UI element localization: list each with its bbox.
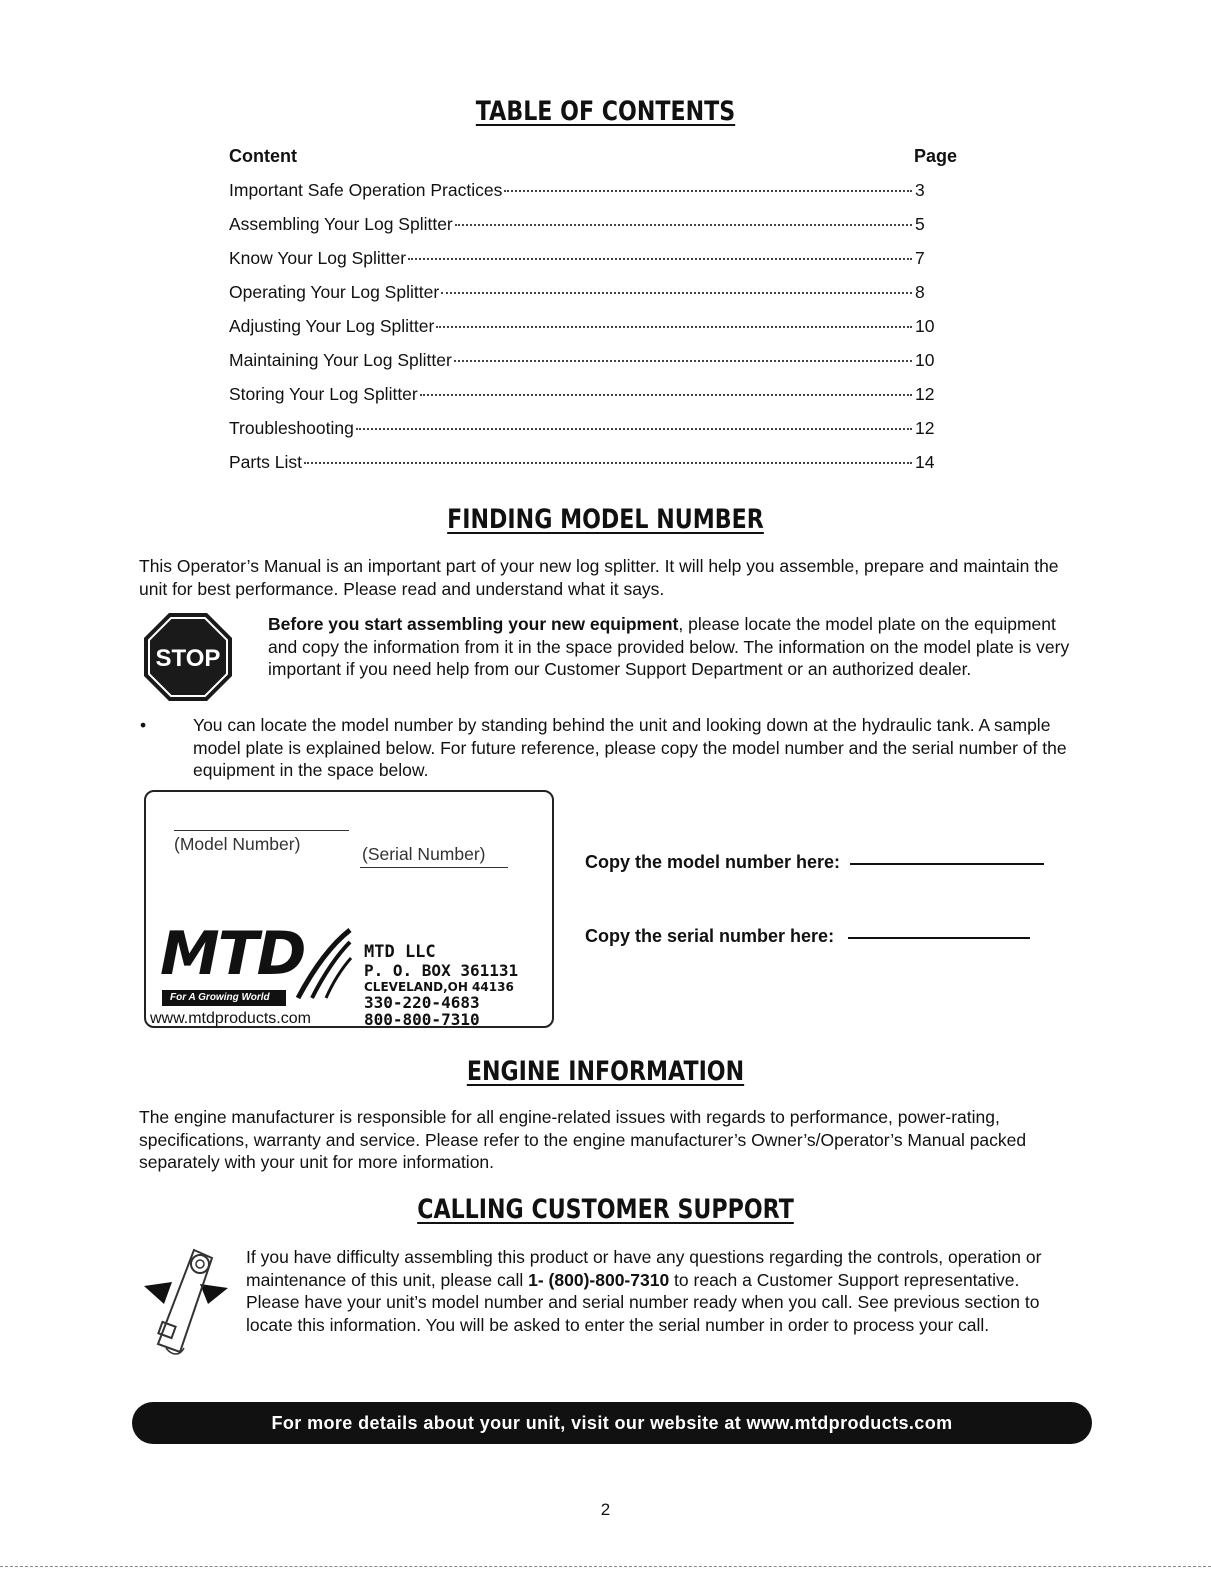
toc-leader-dots: [504, 190, 912, 192]
toc-entry-label: Parts List: [229, 452, 302, 472]
telephone-handset-icon: [138, 1244, 234, 1360]
toc-entry: [229, 350, 937, 374]
model-plate: [144, 790, 554, 1028]
toc-entry-page: 12: [915, 384, 935, 404]
copy-model-label: Copy the model number here:: [585, 852, 841, 872]
toc-entry-label: Adjusting Your Log Splitter: [229, 316, 435, 336]
toc-entry-page: 3: [915, 180, 925, 200]
bottom-edge-rule: [0, 1566, 1211, 1567]
stop-notice: [268, 613, 1074, 681]
toc-entry-page: 7: [915, 248, 925, 268]
toc-entry: [229, 180, 937, 204]
serial-number-rule: [360, 867, 508, 868]
mtd-logo: MTD: [160, 919, 305, 989]
plate-city: CLEVELAND,OH 44136: [364, 980, 514, 994]
toc-entry-label: Know Your Log Splitter: [229, 248, 407, 268]
engine-text: The engine manufacturer is responsible for all engine-related issues with regards to performance, power-rating, specifications, warranty and service. Please refer to the engine manufacturer’s Owner’s/Operator’s Manual packed separately with your unit for more information.: [139, 1107, 1027, 1172]
toc-entry-page: 10: [915, 350, 935, 370]
toc-entry-page: 5: [915, 214, 925, 234]
toc-entry-label: Assembling Your Log Splitter: [229, 214, 453, 234]
toc-entry-label: Operating Your Log Splitter: [229, 282, 440, 302]
toc-entry-page: 14: [915, 452, 935, 472]
toc-leader-dots: [420, 394, 912, 396]
toc-entry: [229, 452, 937, 476]
model-section-title: FINDING MODEL NUMBER: [447, 504, 764, 535]
toc-entry: [229, 282, 937, 306]
toc-page-header: Page: [914, 146, 958, 166]
toc-leader-dots: [356, 428, 912, 430]
toc-entry-page: 8: [915, 282, 925, 302]
toc-leader-dots: [441, 292, 912, 294]
engine-section-title: ENGINE INFORMATION: [466, 1056, 745, 1087]
toc-entry-page: 12: [915, 418, 935, 438]
toc-entry: [229, 418, 937, 442]
stop-sign-icon: [142, 611, 234, 703]
toc-entry: [229, 248, 937, 272]
copy-serial-line: [585, 926, 1030, 947]
support-text-before: If you have difficulty assembling this product or have any questions regarding the controls, operation or maintenance of this unit, please call: [246, 1247, 1042, 1290]
bullet-marker: •: [140, 715, 147, 735]
toc-entry: [229, 316, 937, 340]
website-banner: For more details about your unit, visit our website at www.mtdproducts.com: [132, 1402, 1092, 1444]
toc-entry-page: 10: [915, 316, 935, 336]
model-intro: This Operator’s Manual is an important part of your new log splitter. It will help you assemble, prepare and maintain the unit for best performance. Please read and understand what it says.: [139, 556, 1059, 599]
logo-swoosh-icon: [294, 928, 352, 1000]
model-number-rule: [174, 830, 349, 831]
copy-serial-label: Copy the serial number here:: [585, 926, 835, 946]
copy-model-line: [585, 852, 1044, 873]
toc-entry-label: Storing Your Log Splitter: [229, 384, 418, 404]
toc-title: TABLE OF CONTENTS: [475, 96, 736, 127]
toc-leader-dots: [408, 258, 912, 260]
copy-serial-field[interactable]: [848, 937, 1030, 939]
plate-model-label: (Model Number): [174, 834, 301, 854]
toc-entry-label: Troubleshooting: [229, 418, 354, 438]
copy-model-field[interactable]: [850, 863, 1044, 865]
support-text-after: to reach a Customer Support representative. Please have your unit’s model number and serial number ready when you call. See previous section to locate this information. You will be asked to enter the serial number in order to process your call.: [246, 1269, 1040, 1335]
stop-sign-text: STOP: [155, 645, 221, 672]
toc-leader-dots: [436, 326, 912, 328]
toc-content-header: Content: [229, 146, 297, 166]
toc-leader-dots: [454, 360, 912, 362]
bullet-text: You can locate the model number by standing behind the unit and looking down at the hydraulic tank. A sample model plate is explained below. For future reference, please copy the model number and the serial number of the equipment in the space below.: [193, 715, 1067, 780]
stop-notice-text: , please locate the model plate on the equipment and copy the information from it in the space provided below. The information on the model plate is very important if you need help from our Customer Support Department or an authorized dealer.: [268, 614, 1070, 679]
toc-entry-label: Maintaining Your Log Splitter: [229, 350, 452, 370]
support-text: [246, 1246, 1076, 1336]
plate-phone-2: 800-800-7310: [364, 1010, 480, 1028]
stop-notice-bold: Before you start assembling your new equipment: [268, 614, 679, 634]
toc-leader-dots: [455, 224, 912, 226]
support-phone: 1- (800)-800-7310: [528, 1269, 670, 1290]
toc-entry: [229, 214, 937, 238]
plate-serial-label: (Serial Number): [362, 844, 486, 864]
page-number: 2: [600, 1500, 611, 1519]
plate-phone-1: 330-220-4683: [364, 993, 480, 1012]
plate-po-box: P. O. BOX 361131: [364, 961, 519, 980]
logo-tagline: For A Growing World: [162, 990, 286, 1006]
plate-company: MTD LLC: [364, 942, 436, 962]
support-section-title: CALLING CUSTOMER SUPPORT: [417, 1194, 794, 1225]
toc-leader-dots: [304, 462, 912, 464]
toc-entry: [229, 384, 937, 408]
plate-website: www.mtdproducts.com: [150, 1010, 311, 1027]
toc-entry-label: Important Safe Operation Practices: [229, 180, 503, 200]
